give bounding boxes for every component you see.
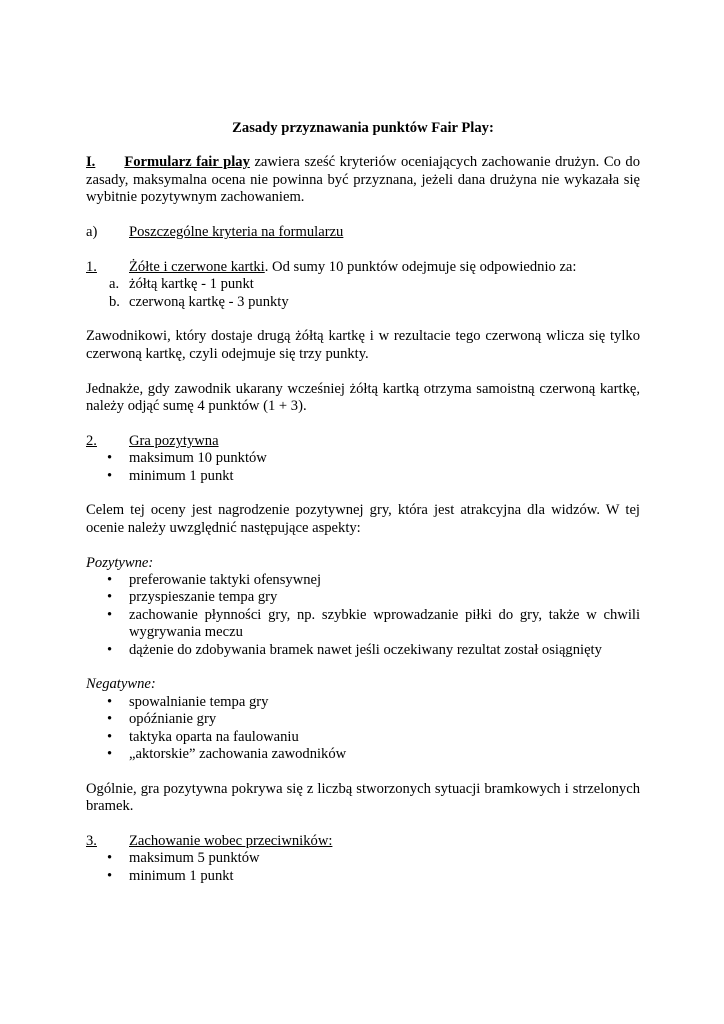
list-item-text: „aktorskie” zachowania zawodników [129, 746, 347, 763]
subsection-a-heading-row [86, 224, 640, 241]
bullet-icon: • [107, 867, 113, 884]
spacer [86, 485, 640, 502]
list-marker: a. [109, 276, 120, 293]
document-page [86, 120, 640, 885]
spacer [86, 763, 640, 780]
spacer [86, 816, 640, 833]
positive-label: Pozytywne: [86, 554, 154, 571]
bullet-icon: • [107, 467, 113, 484]
criterion-3-heading-row [86, 833, 640, 850]
card-penalty-list [86, 276, 640, 311]
list-item [86, 694, 640, 711]
list-item-text: dążenie do zdobywania bramek nawet jeśli oczekiwany rezultat został osiągnięty [129, 641, 602, 658]
list-item [86, 746, 640, 763]
spacer [86, 207, 640, 224]
bullet-icon: • [107, 711, 113, 728]
spacer [86, 659, 640, 676]
list-item-text: maksimum 10 punktów [129, 450, 267, 467]
list-item-text: żółtą kartkę - 1 punkt [129, 276, 254, 293]
list-item-text: czerwoną kartkę - 3 punkty [129, 293, 289, 310]
list-item [86, 868, 640, 885]
list-item-text: minimum 1 punkt [129, 467, 234, 484]
criterion-1-text: . Od sumy 10 punktów odejmuje się odpowiednio za: [264, 258, 577, 275]
list-item-text: preferowanie taktyki ofensywnej [129, 572, 322, 589]
criterion-2-number: 2. [86, 432, 97, 449]
list-item [86, 468, 640, 485]
list-item [86, 589, 640, 606]
list-item [86, 572, 640, 589]
negative-aspects-list [86, 694, 640, 764]
criterion-3-heading: Zachowanie wobec przeciwników: [129, 833, 333, 850]
list-item [86, 607, 640, 642]
criterion-3-range-list [86, 850, 640, 885]
bullet-icon: • [107, 693, 113, 710]
bullet-icon: • [107, 606, 113, 623]
section-i-number: I. [86, 154, 96, 171]
list-item [86, 642, 640, 659]
bullet-icon: • [107, 589, 113, 606]
bullet-icon: • [107, 746, 113, 763]
spacer [86, 311, 640, 328]
criterion-1-heading: Żółte i czerwone kartki [129, 258, 265, 275]
list-item [86, 711, 640, 728]
section-i-heading: Formularz fair play [124, 154, 250, 171]
list-item-text: spowalnianie tempa gry [129, 693, 269, 710]
list-item-text: przyspieszanie tempa gry [129, 589, 278, 606]
list-item [86, 850, 640, 867]
positive-aspects-list [86, 572, 640, 659]
list-item-text: taktyka oparta na faulowaniu [129, 728, 299, 745]
list-item-text: zachowanie płynności gry, np. szybkie wprowadzanie piłki do gry, także w chwili wygrywania meczu [129, 606, 640, 641]
spacer [86, 363, 640, 380]
spacer [86, 241, 640, 258]
list-item [86, 729, 640, 746]
list-item-text: minimum 1 punkt [129, 867, 234, 884]
section-i-paragraph [86, 154, 640, 206]
list-item [109, 294, 640, 311]
criterion-2-range-list [86, 450, 640, 485]
section-i-text: zawiera sześć kryteriów oceniających zachowanie drużyn. Co do zasady, maksymalna ocena nie powinna być przyznana, jeżeli dana drużyna nie wykazała się wybitnie pozytywnym zachowaniem. [86, 154, 640, 206]
spacer [86, 415, 640, 432]
list-item [109, 276, 640, 293]
criterion-1-heading-row [86, 259, 640, 276]
criterion-1-number: 1. [86, 258, 97, 275]
criterion-2-summary: Ogólnie, gra pozytywna pokrywa się z liczbą stworzonych sytuacji bramkowych i strzelonych bramek. [86, 780, 640, 815]
criterion-1-paragraph-1: Zawodnikowi, który dostaje drugą żółtą kartkę i w rezultacie tego czerwoną wlicza się tylko czerwoną kartkę, czyli odejmuje się trzy punkty. [86, 328, 640, 362]
spacer [86, 537, 640, 554]
bullet-icon: • [107, 641, 113, 658]
criterion-2-intro: Celem tej oceny jest nagrodzenie pozytywnej gry, która jest atrakcyjna dla widzów. W tej ocenie należy uwzględnić następujące aspekty: [86, 502, 640, 536]
bullet-icon: • [107, 728, 113, 745]
list-item-text: opóźnianie gry [129, 711, 217, 728]
document-title: Zasady przyznawania punktów Fair Play: [232, 120, 494, 136]
bullet-icon: • [107, 850, 113, 867]
criterion-1-paragraph-2: Jednakże, gdy zawodnik ukarany wcześniej żółtą kartką otrzyma samoistną czerwoną kartkę, należy odjąć sumę 4 punktów (1 + 3). [86, 380, 640, 415]
subsection-a-heading: Poszczególne kryteria na formularzu [129, 224, 344, 240]
bullet-icon: • [107, 572, 113, 589]
list-item-text: maksimum 5 punktów [129, 850, 260, 867]
criterion-2-heading: Gra pozytywna [129, 432, 219, 449]
bullet-icon: • [107, 450, 113, 467]
list-marker: b. [109, 293, 120, 310]
negative-label: Negatywne: [86, 676, 156, 693]
criterion-3-number: 3. [86, 833, 97, 850]
subsection-a-number: a) [86, 224, 98, 240]
list-item [86, 450, 640, 467]
criterion-2-heading-row [86, 433, 640, 450]
